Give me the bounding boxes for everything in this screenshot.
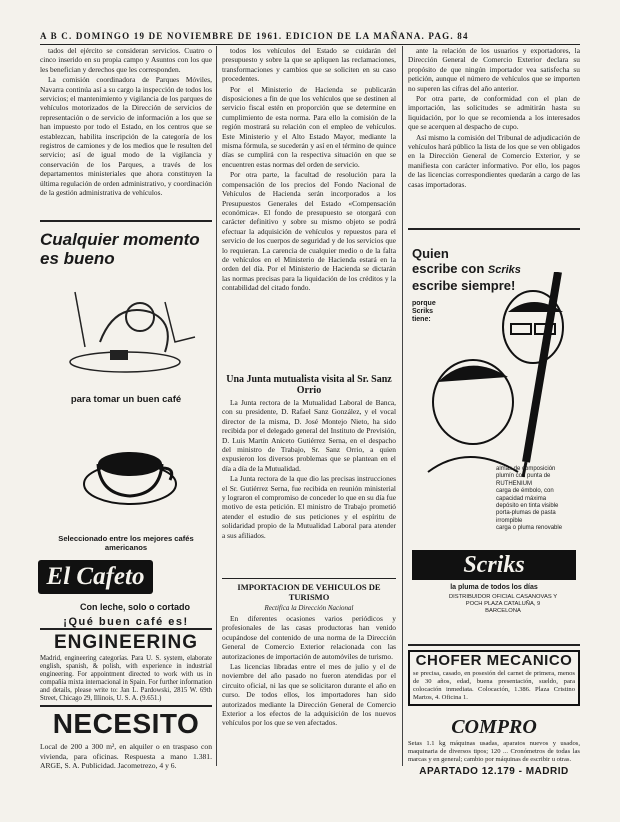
chofer-title: CHOFER MECANICO bbox=[415, 652, 573, 669]
people-with-pen-illustration bbox=[408, 272, 580, 482]
article-paragraph: La Junta rectora de la que dio las precisas instrucciones el Sr. Gutiérrez Serna, fue recibida en reunión ministerial y lograron el compromiso de conceder lo que en su día fue motivo de esta petición. El ministro de Trabajo prometió atender el estudio de sus peticiones y el espíritu de solidaridad propio de la Mutualidad Laboral para atender a sus afiliados. bbox=[222, 474, 396, 540]
col2-paragraph: Por otra parte, la facultad de resolución para la compensación de los precios del Fondo Nacional de Vehículos de Hacienda serán incorporados a los Presupuestos Generales del Estado «Compensación económica». El fondo de presupuesto se otorgará con carácter definitivo y sobre su mismo objeto se podrá efectuar la adquisición de vehículos y repuestos para el servicio de los cuerpos de seguridad y de los servicios que lo requieran. La carencia de cualquier medio o de la falta de vehículos en el Ministerio de Hacienda estará en la orden del día. Por el Ministerio de Hacienda se dictarán las normas precisas para la liquidación de los créditos y la contabilidad del citado fondo. bbox=[222, 170, 396, 293]
header-rule bbox=[40, 44, 580, 45]
column-divider bbox=[216, 46, 217, 766]
chofer-ad bbox=[408, 650, 580, 706]
pen-slogan: la pluma de todos los días bbox=[450, 584, 538, 591]
pen-feature: carga de émbolo, con capacidad máxima bbox=[496, 488, 554, 502]
article2-body bbox=[222, 614, 396, 780]
pen-ad-side: porque Scriks tiene: bbox=[412, 300, 436, 323]
pen-brand-inline: Scriks bbox=[487, 264, 521, 276]
col1-rule bbox=[40, 628, 212, 630]
article-subhead: Rectifica la Dirección Nacional bbox=[264, 604, 354, 612]
pen-feature: porta-plumas de pasta irrompible bbox=[496, 510, 556, 524]
coffee-ad-caption: Seleccionado entre los mejores cafés americanos bbox=[58, 534, 194, 552]
col1-rule bbox=[40, 220, 212, 222]
article-paragraph: En diferentes ocasiones varios periódicos y profesionales de las casas productoras han venido ocupándose del contenido de una norma de la Dirección General de Comercio Exterior relacionada con las autorizaciones de importación de automóviles de turismo. bbox=[222, 614, 396, 661]
article-headline: Una Junta mutualista visita al Sr. Sanz Orrio bbox=[226, 374, 392, 396]
col2-paragraph: Por el Ministerio de Hacienda se publicarán disposiciones a fin de que los vehículos que se destinen al servicio fiscal estén en proporción que se determine en cumplimiento de esta norma. Para ello la comisión de la región mostrará su relación con el empleo de vehículos. Este Ministerio y el Alto Estado Mayor, mediante la misma fórmula, se sucederán y así en el término de quince días se cumplirá con la respectiva situación en que se encuentren estas normas del orden de servicio. bbox=[222, 84, 396, 169]
col1-paragraph: La comisión coordinadora de Parques Móviles, Navarra continúa así a su cargo la inspección de todos los servicios; el mantenimiento y vigilancia de los parques de vehículos motorizados de la Dirección de servicios de representación o de servicio de información a los que se han impuesto por todo el Estado, en los centros que se establezcan, habilita inscripción de la categoría de los registros de camiones y de los medios que le resulten del servicio; así de igual modo de la vigilancia y conservación de los Parques, a través de los departamentos ministeriales que ahora constituyen la última regulación de orden administrativo, y coordinación de la gestión administrativa de vehículos. bbox=[40, 75, 212, 198]
pen-feature: plumín con punta de RUTHENIUM bbox=[496, 473, 551, 487]
pen-headline-line1: Quien bbox=[412, 246, 449, 261]
pen-feature: carga o pluma renovable bbox=[496, 525, 563, 532]
pen-feature: almas de composición bbox=[496, 466, 556, 472]
article-paragraph: La Junta rectora de la Mutualidad Laboral de Banca, con su presidente, D. Rafael Sanz González, y el vocal director de la misma, D. José Montejo Nieto, ha sido recibida por el delegado general del Instituto de Previsión, D. Luis Martín Aniceto Gutiérrez Serna, en el despacho del ministro de Trabajo, Sr. Sanz Orrio, a quien expusieron los diversos problemas que se plantean en el día a día de la Mutualidad. bbox=[222, 398, 396, 473]
col2-rule bbox=[222, 578, 396, 579]
page-header: A B C. DOMINGO 19 DE NOVIEMBRE DE 1961. EDICION DE LA MAÑANA. PAG. 84 bbox=[40, 31, 469, 41]
compro-title: COMPRO bbox=[451, 716, 537, 738]
coffee-ad-slogan2: ¡Qué buen café es! bbox=[63, 616, 189, 628]
column-divider bbox=[402, 46, 403, 766]
pen-feature: depósito en tinta visible bbox=[496, 503, 559, 510]
necesito-body: Local de 200 a 300 m², en alquiler o en traspaso con vivienda, para oficinas. Respuesta a mano 1.381. ARGE, S. A. Publicidad. Jacometrezo, 4 y 6. bbox=[40, 742, 212, 770]
col1-rule bbox=[40, 705, 212, 707]
col3-rule bbox=[408, 228, 580, 230]
article-headline: IMPORTACION DE VEHICULOS DE TURISMO bbox=[237, 582, 381, 602]
pen-headline-line3: escribe siempre! bbox=[412, 278, 516, 293]
col2-text bbox=[222, 46, 396, 370]
scriks-pen-ad bbox=[408, 232, 580, 612]
col3-paragraph: Por otra parte, de conformidad con el plan de importación, las solicitudes se admitirán hasta su liquidación, por lo que se recomienda a los interesados que se acerquen al despacho de cupo. bbox=[408, 94, 580, 132]
coffee-ad bbox=[40, 226, 212, 636]
coffee-ad-headline: Cualquier momento es bueno bbox=[40, 230, 200, 268]
el-cafeto-logo: El Cafeto bbox=[38, 560, 153, 594]
article1-body bbox=[222, 398, 396, 576]
col3-paragraph: ante la relación de los usuarios y exportadores, la Dirección General de Comercio Exterior declara su propósito de que ningún importador vea satisfecha su petición, aunque el número de vehículos que se importen no superen las cifras del año anterior. bbox=[408, 46, 580, 93]
waiter-illustration bbox=[55, 272, 205, 392]
engineering-title: ENGINEERING bbox=[53, 632, 199, 653]
compro-body: Setas 1.1 kg máquinas usadas, aparatos nuevos y usados, maquinaria de diversos tipos; 120 ... Cronómetros de todas las marcas y en general; cambio por máquinas de escribir u otras. bbox=[408, 740, 580, 763]
col2-paragraph: todos los vehículos del Estado se cuidarán del presupuesto y sobre la que se apliquen las reclamaciones, transformaciones y cambios que se soliciten en su caso procedentes. bbox=[222, 46, 396, 84]
scriks-logo: Scriks bbox=[412, 550, 576, 580]
pen-features-list bbox=[496, 466, 580, 533]
pen-headline-line2: escribe con bbox=[412, 261, 485, 276]
chofer-body: se precisa, casado, en posesión del carnet de primera, menos de 30 años, edad, buena presentación, sueldo, para colocación inmediata. Colocación, 1.386. Plaza Cristino Martos, 4. Oficina 1. bbox=[413, 670, 575, 701]
coffee-ad-tagline: para tomar un buen café bbox=[70, 394, 182, 405]
pen-distributor: DISTRIBUIDOR OFICIAL CASANOVAS Y POCH PLAZA CATALUÑA, 9 BARCELONA bbox=[448, 594, 558, 614]
col3-text bbox=[408, 46, 580, 224]
engineering-body: Madrid, engineering categorías. Para U. S. system, elaborate english, spanish, & polish, with experience in industrial engineering. For appointment directed to work with us in compañía mixta internacional in Spain. For further information and details, please write to: Jan L. Pardowski, 2815 W. 69th Street, Chicago 29, Illinois, U. S. A. (9.651.) bbox=[40, 655, 212, 702]
compro-footer: APARTADO 12.179 - MADRID bbox=[419, 766, 569, 777]
col1-paragraph: tados del ejército se consideran servicios. Cuatro o cinco inserido en su propia campo y Asuntos con los que les benefician y derechos que les corresponden. bbox=[40, 46, 212, 74]
col1-text bbox=[40, 46, 212, 216]
necesito-title: NECESITO bbox=[52, 708, 200, 739]
coffee-cup-illustration bbox=[80, 412, 180, 512]
article-paragraph: Las licencias libradas entre el mes de julio y el de noviembre del año pasado no fueron atendidas por el circuito oficial, ni las que se solicitaron durante el año en curso. De todos ellos, los importadores han sido autorizados mediante la Dirección General de Comercio Exterior a los efectos de la adquisición de los nuevos vehículos por los que se ven afectados. bbox=[222, 662, 396, 728]
col3-rule bbox=[408, 644, 580, 646]
coffee-ad-slogan1: Con leche, solo o cortado bbox=[79, 602, 190, 612]
col3-paragraph: Así mismo la comisión del Tribunal de adjudicación de vehículos hará público la lista de los que se ven obligados en la Dirección General de Comercio Exterior, y se manifiesta con carácter informativo. Por ello, los pagos de las licencias correspondientes quedarán a cargo de las casas importadoras. bbox=[408, 132, 580, 189]
